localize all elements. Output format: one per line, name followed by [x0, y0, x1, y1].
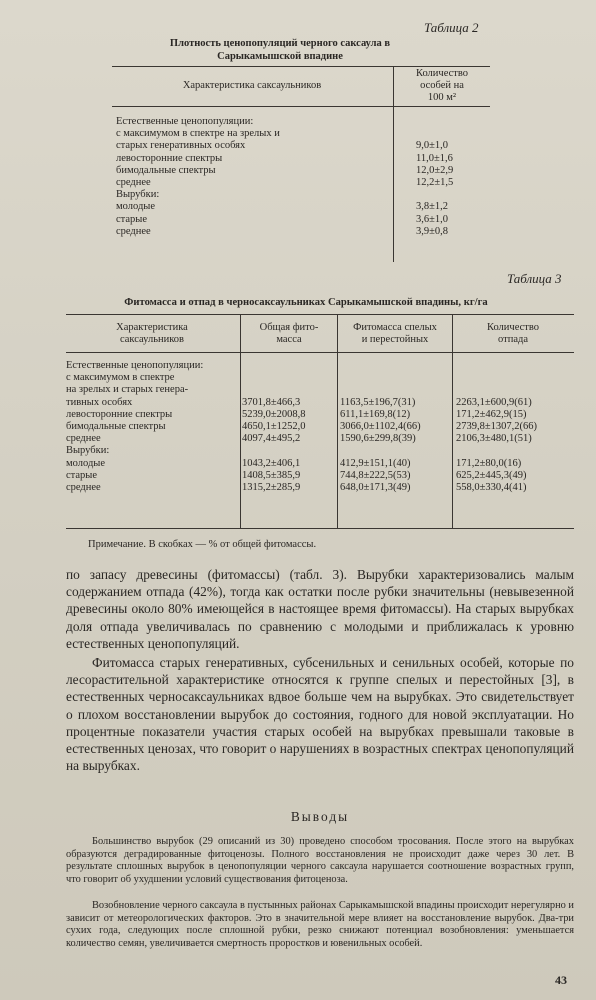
table3-divider-3	[452, 314, 453, 528]
table3-row-deadwood-3	[456, 384, 537, 396]
table3-row-deadwood-10: 625,2±445,3(49)	[456, 469, 527, 481]
table3-row-ripe-10: 744,8±222,5(53)	[340, 469, 411, 481]
table3-row-total-8	[242, 445, 306, 457]
table3-divider-2	[337, 314, 338, 528]
table2-row-value-1	[416, 116, 453, 128]
table3-bottom-rule	[66, 528, 574, 529]
page-number: 43	[555, 973, 567, 987]
body-paragraph-2: Фитомасса старых генеративных, субсенильных и сенильных особей, которые по лесорастительной характеристике относятся к группе спелых и перестойных [3], в естественных черносаксаульниках вдвое больше чем на вырубках. Это свидетельствует о плохом восстановлении вырубок до состояния, годного для новой эксплуатации. Но процентные показатели участия старых особей на вырубках превышали таковые в естественных ценозах, что говорит о нарушениях в возрастных спектрах ценопопуляций на вырубках.	[66, 655, 574, 774]
table3-row-label-11: среднее	[66, 481, 101, 493]
table2-row-value-5: 12,0±2,9	[416, 164, 454, 176]
table3-header-total: Общая фито- масса	[259, 322, 319, 345]
table2-row-label-2: с максимумом в спектре на зрелых и	[116, 128, 280, 140]
table3-header-ripe: Фитомасса спелых и перестойных	[353, 322, 437, 345]
table3-labels	[66, 360, 203, 494]
table3-row-label-1: Естественные ценопопуляции:	[66, 360, 204, 371]
table3-row-deadwood-7: 2106,3±480,1(51)	[456, 433, 532, 445]
table3-deadwood-values	[456, 360, 537, 494]
table3-total-values	[242, 360, 306, 494]
table2-row-value-2	[416, 128, 453, 140]
table2-row-label-5: бимодальные спектры	[116, 164, 216, 176]
conclusion-paragraph-2: Возобновление черного саксаула в пустынных районах Сарыкамышской впадины происходит нерегулярно и зависит от метеорологических факторов. Это в значительной мере влияет на восстановление вырубок. Два-три сухих года, следующих после сплошной рубки, резко снижают потенциал возобновления: уменьшается количество семян, увеличивается смертность проростков и ювенильных особей.	[66, 900, 574, 949]
table3-row-ripe-7: 1590,6±299,8(39)	[340, 433, 416, 445]
table2-row-label-6: среднее	[116, 176, 151, 188]
table2-row-value-10: 3,9±0,8	[416, 225, 449, 237]
table2-row-value-4: 11,0±1,6	[416, 152, 453, 164]
table2-header-rule	[112, 106, 490, 107]
conclusions-heading: Выводы	[290, 809, 350, 824]
table3-row-label-5: левосторонние спектры	[66, 408, 173, 420]
table3-row-deadwood-9: 171,2±80,0(16)	[456, 457, 522, 469]
table3-row-label-7: среднее	[66, 433, 101, 445]
conclusion-paragraph-1: Большинство вырубок (29 описаний из 30) проведено способом тросования. После этого на вырубках образуются деградированные фитоценозы. Полного восстановления не происходит даже через 30 лет. В результате сплошных вырубок в ценопопуляции черного саксаула нарушается соотношение возрастных групп, что говорит об ухудшении условий существования фитоценоза.	[66, 836, 574, 885]
table3-row-total-4: 3701,8±466,3	[242, 396, 301, 408]
table2-row-value-6: 12,2±1,5	[416, 176, 454, 188]
table3-row-ripe-6: 3066,0±1102,4(66)	[340, 420, 421, 432]
table3-header-deadwood: Количество отпада	[486, 322, 540, 345]
table3-row-total-3	[242, 384, 306, 396]
table2-row-label-7: Вырубки:	[116, 189, 160, 201]
table3-row-total-9: 1043,2±406,1	[242, 457, 301, 469]
table3-row-label-8: Вырубки:	[66, 445, 110, 457]
table3-title: Фитомасса и отпад в черносаксаульниках Сарыкамышской впадины, кг/га	[124, 297, 488, 308]
table2-row-label-9: старые	[116, 213, 148, 225]
table3-row-ripe-3	[340, 384, 421, 396]
table3-row-label-6: бимодальные спектры	[66, 420, 166, 432]
table3-row-total-1	[242, 360, 306, 372]
table2-row-value-7	[416, 189, 453, 201]
table3-row-ripe-9: 412,9±151,1(40)	[340, 457, 411, 469]
table2-title-line1: Плотность ценопопуляций черного саксаула в	[169, 38, 391, 49]
table2-row-label-8: молодые	[116, 201, 156, 213]
table3-row-total-11: 1315,2±285,9	[242, 481, 301, 493]
table2-row-label-3: старых генеративных особях	[116, 140, 246, 152]
table3-divider-1	[240, 314, 241, 528]
table2-labels	[116, 116, 280, 238]
table3-row-deadwood-1	[456, 360, 537, 372]
table2-caption: Таблица 2	[424, 20, 479, 35]
table3-row-total-6: 4650,1±1252,0	[242, 420, 306, 432]
table3-header-characteristic: Характеристика саксаульников	[116, 322, 188, 345]
table3-row-total-7: 4097,4±495,2	[242, 433, 301, 445]
table2-row-label-1: Естественные ценопопуляции:	[116, 116, 254, 127]
table3-row-deadwood-4: 2263,1±600,9(61)	[456, 396, 532, 408]
table3-caption: Таблица 3	[507, 271, 562, 286]
table3-row-total-2	[242, 372, 306, 384]
table2-title-line2: Сарыкамышской впадине	[217, 51, 343, 62]
table3-row-label-2: с максимумом в спектре	[66, 372, 175, 384]
table3-row-label-10: старые	[66, 469, 98, 481]
table2-header-characteristic: Характеристика саксаульников	[182, 80, 322, 91]
table3-row-ripe-5: 611,1±169,8(12)	[340, 408, 411, 420]
table2-row-label-4: левосторонние спектры	[116, 152, 223, 164]
table2-top-rule	[112, 66, 490, 67]
table3-row-ripe-11: 648,0±171,3(49)	[340, 481, 411, 493]
table3-row-label-9: молодые	[66, 457, 106, 469]
table2-row-value-9: 3,6±1,0	[416, 213, 449, 225]
table3-row-deadwood-11: 558,0±330,4(41)	[456, 481, 527, 493]
body-paragraph-1: по запасу древесины (фитомассы) (табл. 3). Вырубки характеризовались малым содержанием отпада (42%), тогда как остатки после рубки значительны (невывезенной древесины около 80% имеющейся в настоящее время фитомассы). На старых вырубках доля отпада увеличивалась по сравнению с молодыми и приближалась к уровню естественных ценопопуляций.	[66, 567, 574, 651]
table3-row-total-5: 5239,0±2008,8	[242, 408, 306, 420]
table3-note: Примечание. В скобках — % от общей фитомассы.	[88, 539, 317, 550]
table3-row-deadwood-6: 2739,8±1307,2(66)	[456, 420, 538, 432]
table3-row-label-4: тивных особях	[66, 396, 133, 408]
table3-row-total-10: 1408,5±385,9	[242, 469, 301, 481]
table2-column-divider	[393, 66, 394, 262]
table2-row-value-8: 3,8±1,2	[416, 201, 449, 213]
table3-top-rule	[66, 314, 574, 315]
table2-row-value-3: 9,0±1,0	[416, 140, 449, 152]
table2-row-label-10: среднее	[116, 225, 151, 237]
table3-row-deadwood-8	[456, 445, 537, 457]
table3-ripe-values	[340, 360, 421, 494]
table2-header-count: Количество особей на 100 м²	[415, 68, 469, 103]
table3-row-ripe-2	[340, 372, 421, 384]
table3-row-ripe-8	[340, 445, 421, 457]
table3-header-rule	[66, 352, 574, 353]
table3-row-deadwood-2	[456, 372, 537, 384]
table3-row-ripe-4: 1163,5±196,7(31)	[340, 396, 416, 408]
table3-row-deadwood-5: 171,2±462,9(15)	[456, 408, 527, 420]
table2-values	[416, 116, 453, 238]
table3-row-ripe-1	[340, 360, 421, 372]
table3-row-label-3: на зрелых и старых генера-	[66, 384, 189, 396]
